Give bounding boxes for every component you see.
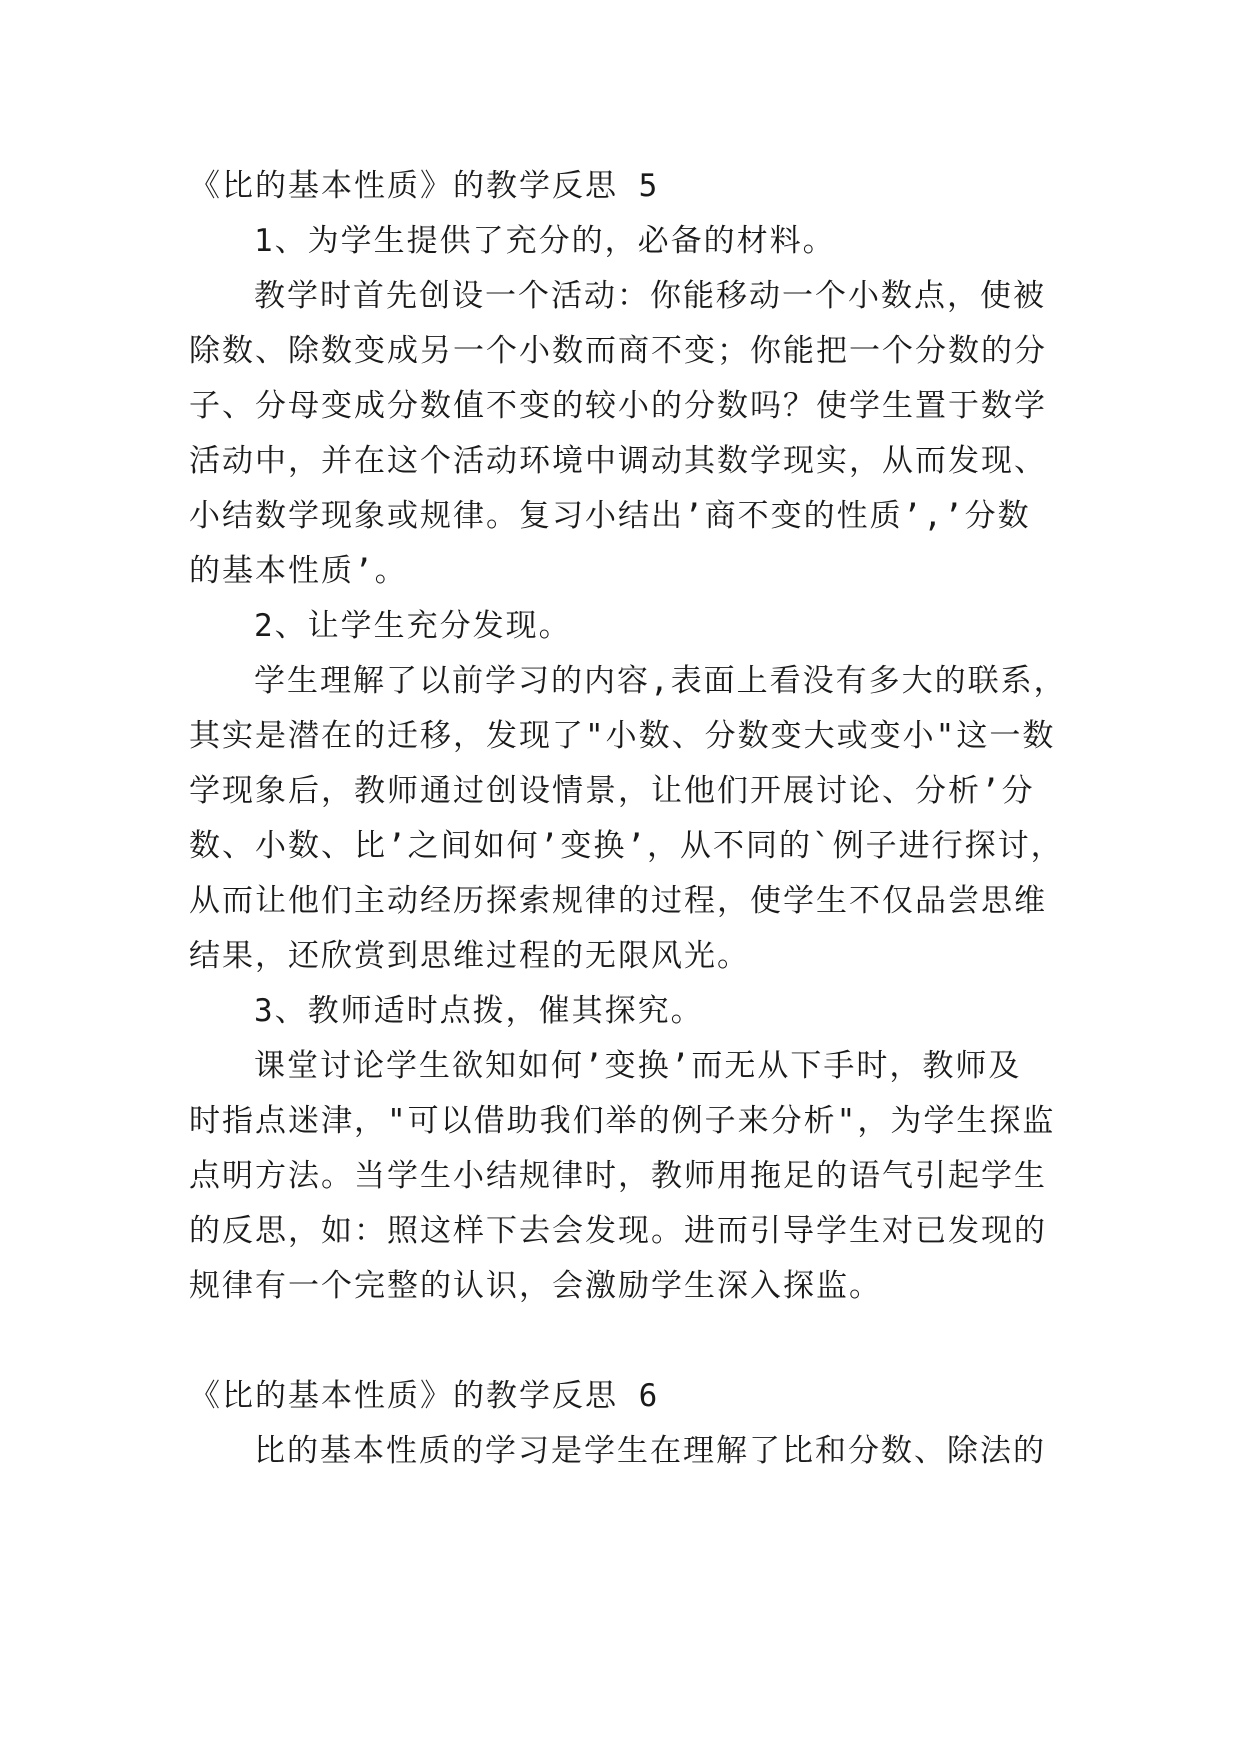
- paragraph-line: 结果，还欣赏到思维过程的无限风光。: [189, 938, 750, 974]
- section-title: 《比的基本性质》的教学反思 6: [189, 1378, 660, 1414]
- paragraph-line: 课堂讨论学生欲知如何’变换’而无从下手时，教师及: [254, 1048, 1022, 1084]
- paragraph-line: 除数、除数变成另一个小数而商不变；你能把一个分数的分: [189, 333, 1047, 369]
- paragraph-line: 的基本性质’。: [189, 553, 408, 589]
- paragraph-line: 小结数学现象或规律。复习小结出’商不变的性质’,’分数: [189, 498, 1031, 534]
- list-heading: 3、教师适时点拨，催其探究。: [254, 993, 704, 1029]
- paragraph-line: 比的基本性质的学习是学生在理解了比和分数、除法的: [254, 1433, 1046, 1469]
- section-title: 《比的基本性质》的教学反思 5: [189, 168, 660, 204]
- paragraph-line: 子、分母变成分数值不变的较小的分数吗？使学生置于数学: [189, 388, 1047, 424]
- paragraph-line: 其实是潜在的迁移，发现了"小数、分数变大或变小"这一数: [189, 718, 1056, 754]
- paragraph-line: 点明方法。当学生小结规律时，教师用拖足的语气引起学生: [189, 1158, 1047, 1194]
- paragraph-line: 的反思，如：照这样下去会发现。进而引导学生对已发现的: [189, 1213, 1047, 1249]
- paragraph-line: 规律有一个完整的认识，会激励学生深入探监。: [189, 1268, 882, 1304]
- paragraph-line: 时指点迷津，"可以借助我们举的例子来分析"，为学生探监: [189, 1103, 1056, 1139]
- paragraph-line: 数、小数、比’之间如何’变换’，从不同的`例子进行探讨，: [189, 828, 1064, 864]
- paragraph-line: 活动中，并在这个活动环境中调动其数学现实，从而发现、: [189, 443, 1047, 479]
- paragraph-line: 学生理解了以前学习的内容,表面上看没有多大的联系，: [254, 663, 1067, 699]
- paragraph-line: 从而让他们主动经历探索规律的过程，使学生不仅品尝思维: [189, 883, 1047, 919]
- list-heading: 1、为学生提供了充分的，必备的材料。: [254, 223, 836, 259]
- paragraph-line: 教学时首先创设一个活动：你能移动一个小数点，使被: [254, 278, 1046, 314]
- paragraph-line: 学现象后，教师通过创设情景，让他们开展讨论、分析’分: [189, 773, 1035, 809]
- list-heading: 2、让学生充分发现。: [254, 608, 572, 644]
